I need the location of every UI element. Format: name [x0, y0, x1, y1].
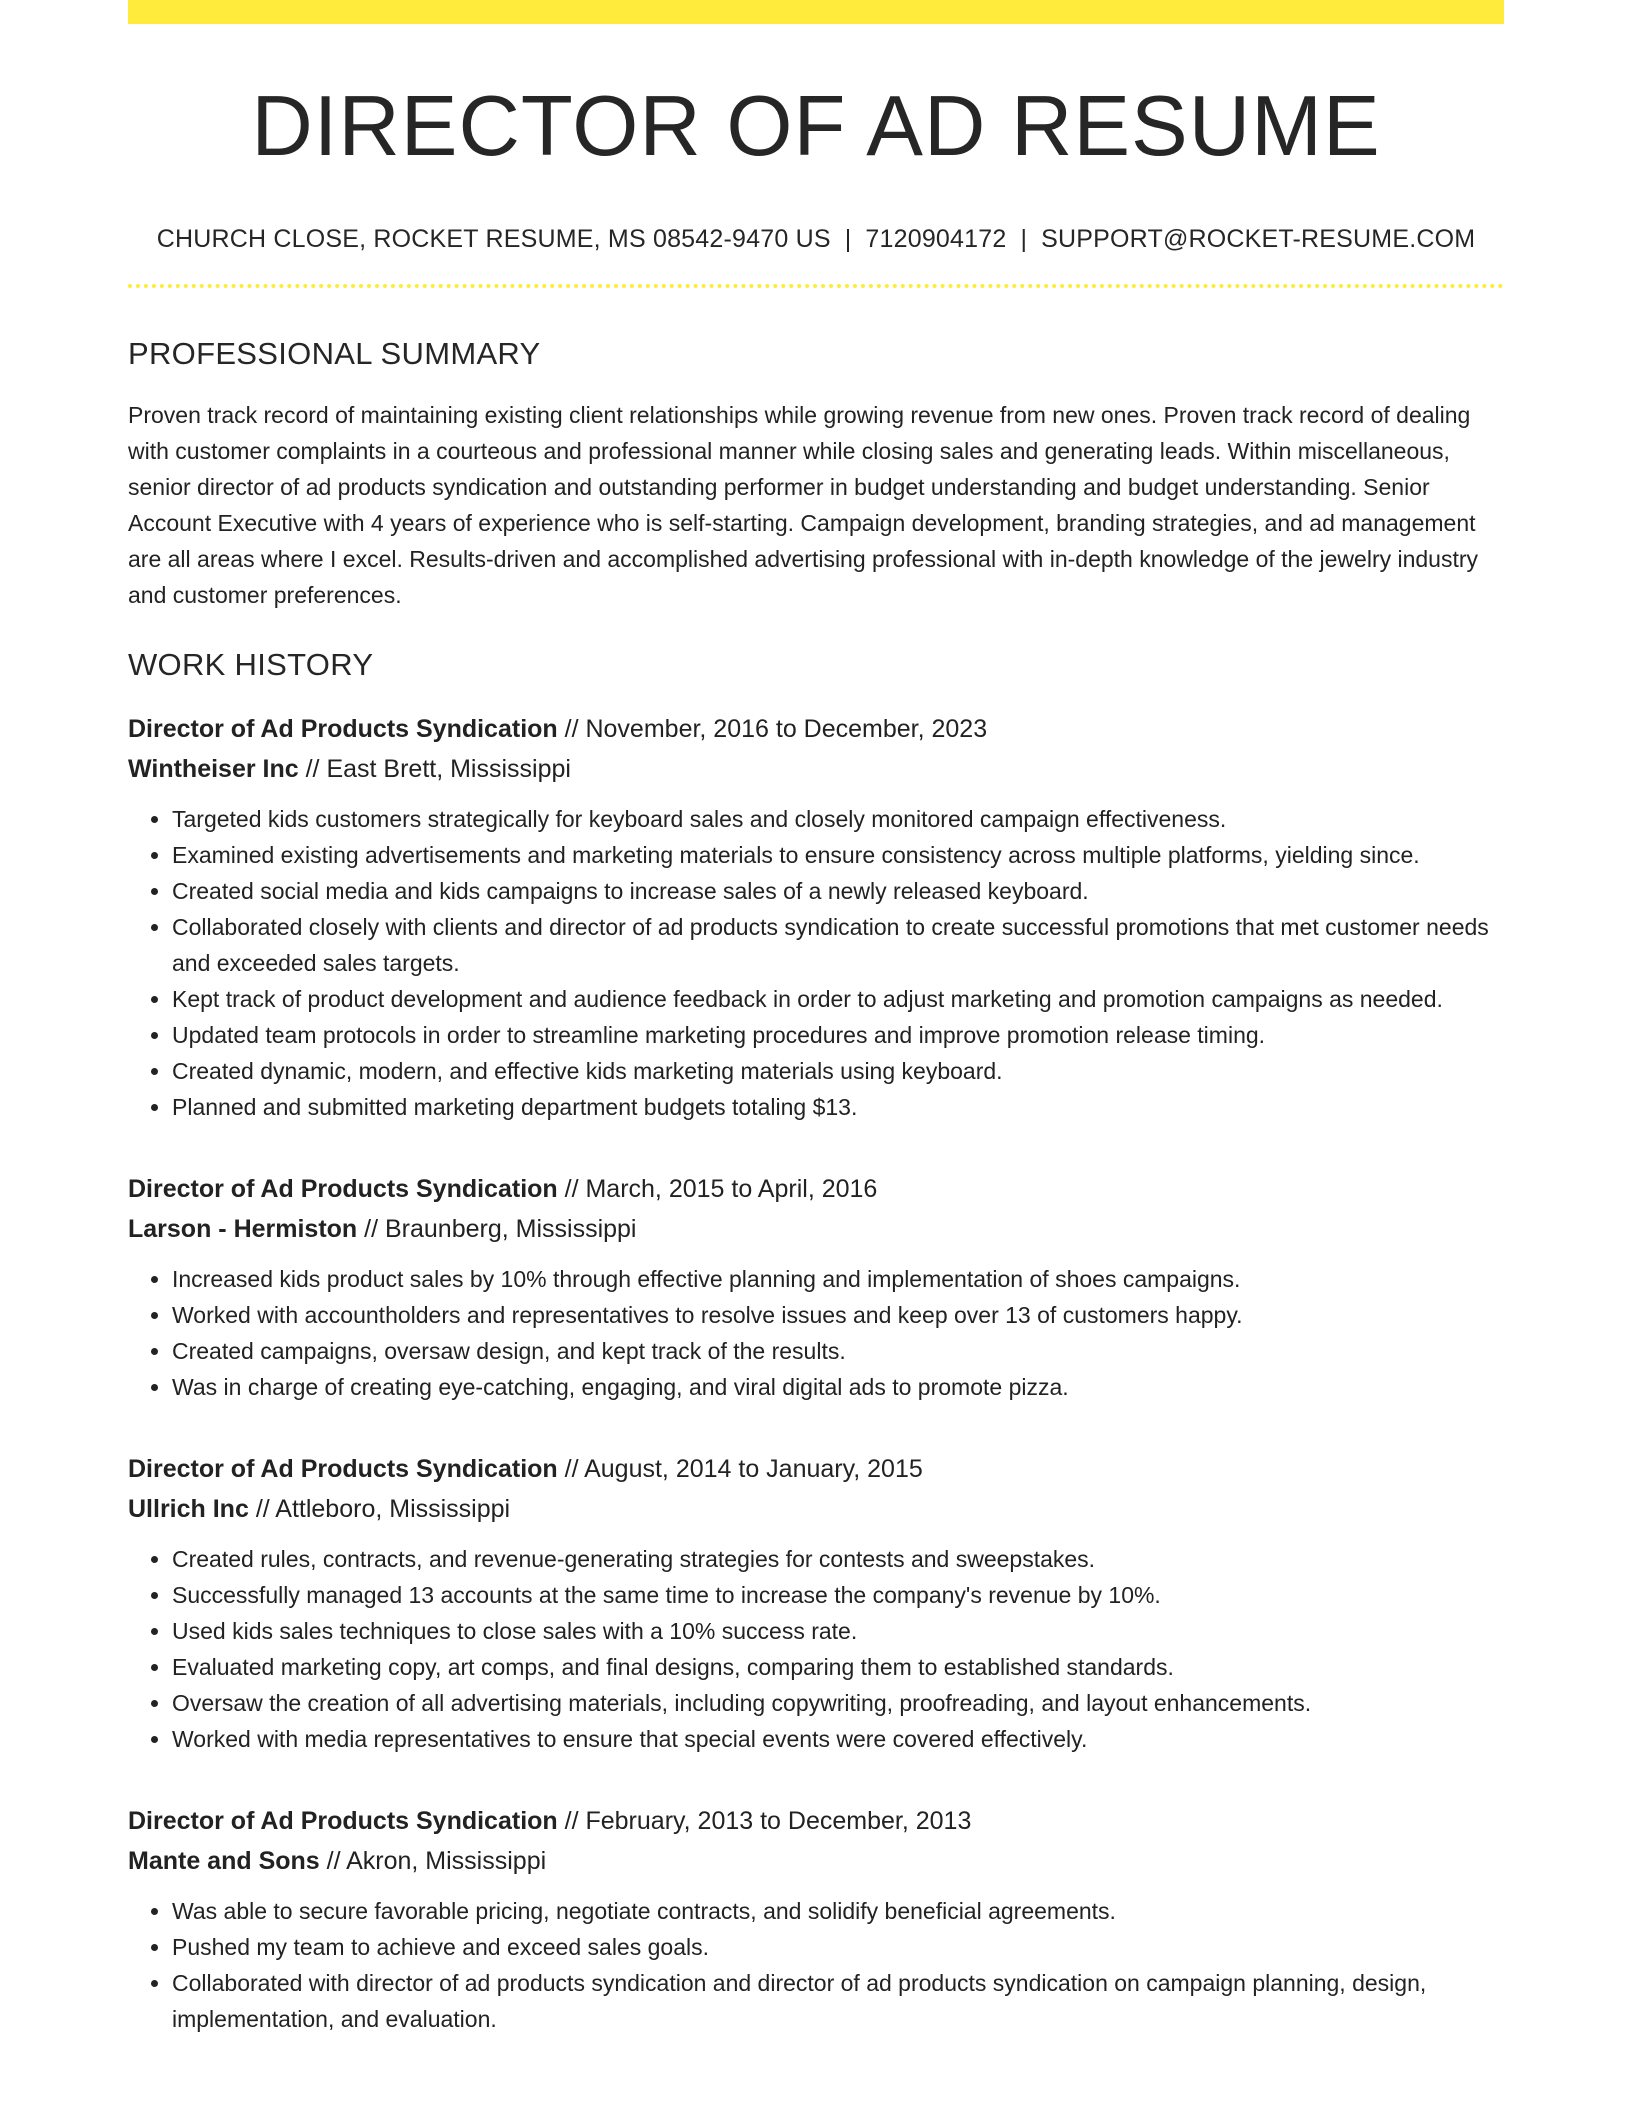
job-bullet: • Evaluated marketing copy, art comps, and final designs, comparing them to established standards.: [172, 1649, 1504, 1685]
job-bullets: [128, 1893, 1504, 2037]
job-location: // Braunberg, Mississippi: [364, 1215, 637, 1243]
job-bullets: [128, 1541, 1504, 1757]
job-company: Mante and Sons: [128, 1847, 320, 1875]
job-company: Ullrich Inc: [128, 1495, 249, 1523]
contact-phone: 7120904172: [865, 225, 1007, 253]
job-entry: [128, 709, 1504, 1125]
job-bullet: • Created dynamic, modern, and effective kids marketing materials using keyboard.: [172, 1053, 1504, 1089]
resume-title: DIRECTOR OF AD RESUME: [251, 79, 1381, 174]
job-bullet: • Created social media and kids campaigns to increase sales of a newly released keyboard.: [172, 873, 1504, 909]
summary-text: Proven track record of maintaining existing client relationships while growing revenue from new ones. Proven track record of dealing with customer complaints in a courteous and professional manner while closing sales and generating leads. Within miscellaneous, senior director of ad products syndication and outstanding performer in budget understanding and budget understanding. Senior Account Executive with 4 years of experience who is self-starting. Campaign development, branding strategies, and ad management are all areas where I excel. Results-driven and accomplished advertising professional with in-depth knowledge of the jewelry industry and customer preferences.: [128, 402, 1479, 608]
job-bullet: • Planned and submitted marketing department budgets totaling $13.: [172, 1089, 1504, 1125]
job-bullet: • Created rules, contracts, and revenue-generating strategies for contests and sweepstakes.: [172, 1541, 1504, 1577]
job-bullet: • Worked with media representatives to ensure that special events were covered effectively.: [172, 1721, 1504, 1757]
job-bullet: • Examined existing advertisements and marketing materials to ensure consistency across multiple platforms, yielding since.: [172, 837, 1504, 873]
job-dates: // February, 2013 to December, 2013: [564, 1807, 972, 1835]
job-title: Director of Ad Products Syndication: [128, 1455, 558, 1483]
contact-separator: |: [844, 225, 852, 253]
job-bullet: • Used kids sales techniques to close sales with a 10% success rate.: [172, 1613, 1504, 1649]
job-title: Director of Ad Products Syndication: [128, 1807, 558, 1835]
job-bullet: • Oversaw the creation of all advertising materials, including copywriting, proofreading, and layout enhancements.: [172, 1685, 1504, 1721]
job-bullet: • Collaborated closely with clients and director of ad products syndication to create successful promotions that met customer needs and exceeded sales targets.: [172, 909, 1504, 981]
summary-heading: PROFESSIONAL SUMMARY: [128, 336, 541, 371]
job-company-line: [128, 1489, 1504, 1529]
job-company: Wintheiser Inc: [128, 755, 299, 783]
job-location: // Akron, Mississippi: [326, 1847, 547, 1875]
job-bullet: • Increased kids product sales by 10% through effective planning and implementation of shoes campaigns.: [172, 1261, 1504, 1297]
contact-email: SUPPORT@ROCKET-RESUME.COM: [1041, 225, 1476, 253]
job-title-line: [128, 709, 1504, 749]
job-list: [128, 709, 1504, 2037]
job-company-line: [128, 1209, 1504, 1249]
job-bullet: • Collaborated with director of ad products syndication and director of ad products syndication on campaign planning, design, implementation, and evaluation.: [172, 1965, 1504, 2037]
job-company: Larson - Hermiston: [128, 1215, 358, 1243]
job-title-line: [128, 1801, 1504, 1841]
contact-address: CHURCH CLOSE, ROCKET RESUME, MS 08542-9470 US: [156, 225, 831, 253]
job-title: Director of Ad Products Syndication: [128, 1175, 558, 1203]
job-bullet: • Created campaigns, oversaw design, and kept track of the results.: [172, 1333, 1504, 1369]
job-title-line: [128, 1449, 1504, 1489]
resume-page: [128, 0, 1504, 2037]
job-bullet: • Pushed my team to achieve and exceed sales goals.: [172, 1929, 1504, 1965]
job-entry: [128, 1169, 1504, 1405]
job-title: Director of Ad Products Syndication: [128, 715, 558, 743]
accent-bar: [128, 0, 1504, 24]
contact-separator: |: [1020, 225, 1028, 253]
job-location: // East Brett, Mississippi: [305, 755, 571, 783]
job-dates: // August, 2014 to January, 2015: [564, 1455, 923, 1483]
job-company-line: [128, 749, 1504, 789]
job-bullet: • Kept track of product development and audience feedback in order to adjust marketing and promotion campaigns as needed.: [172, 981, 1504, 1017]
job-bullet: • Was in charge of creating eye-catching, engaging, and viral digital ads to promote pizza.: [172, 1369, 1504, 1405]
job-bullets: [128, 1261, 1504, 1405]
dotted-divider: [128, 284, 1504, 288]
job-bullet: • Worked with accountholders and representatives to resolve issues and keep over 13 of customers happy.: [172, 1297, 1504, 1333]
job-bullet: • Updated team protocols in order to streamline marketing procedures and improve promotion release timing.: [172, 1017, 1504, 1053]
job-dates: // November, 2016 to December, 2023: [564, 715, 988, 743]
job-bullet: • Successfully managed 13 accounts at the same time to increase the company's revenue by 10%.: [172, 1577, 1504, 1613]
job-bullet: • Targeted kids customers strategically for keyboard sales and closely monitored campaign effectiveness.: [172, 801, 1504, 837]
job-bullets: [128, 801, 1504, 1125]
job-bullet: • Was able to secure favorable pricing, negotiate contracts, and solidify beneficial agreements.: [172, 1893, 1504, 1929]
work-history-heading: WORK HISTORY: [128, 647, 374, 682]
contact-line: [128, 225, 1504, 254]
job-entry: [128, 1449, 1504, 1757]
job-location: // Attleboro, Mississippi: [255, 1495, 511, 1523]
job-dates: // March, 2015 to April, 2016: [564, 1175, 878, 1203]
job-title-line: [128, 1169, 1504, 1209]
job-company-line: [128, 1841, 1504, 1881]
job-entry: [128, 1801, 1504, 2037]
